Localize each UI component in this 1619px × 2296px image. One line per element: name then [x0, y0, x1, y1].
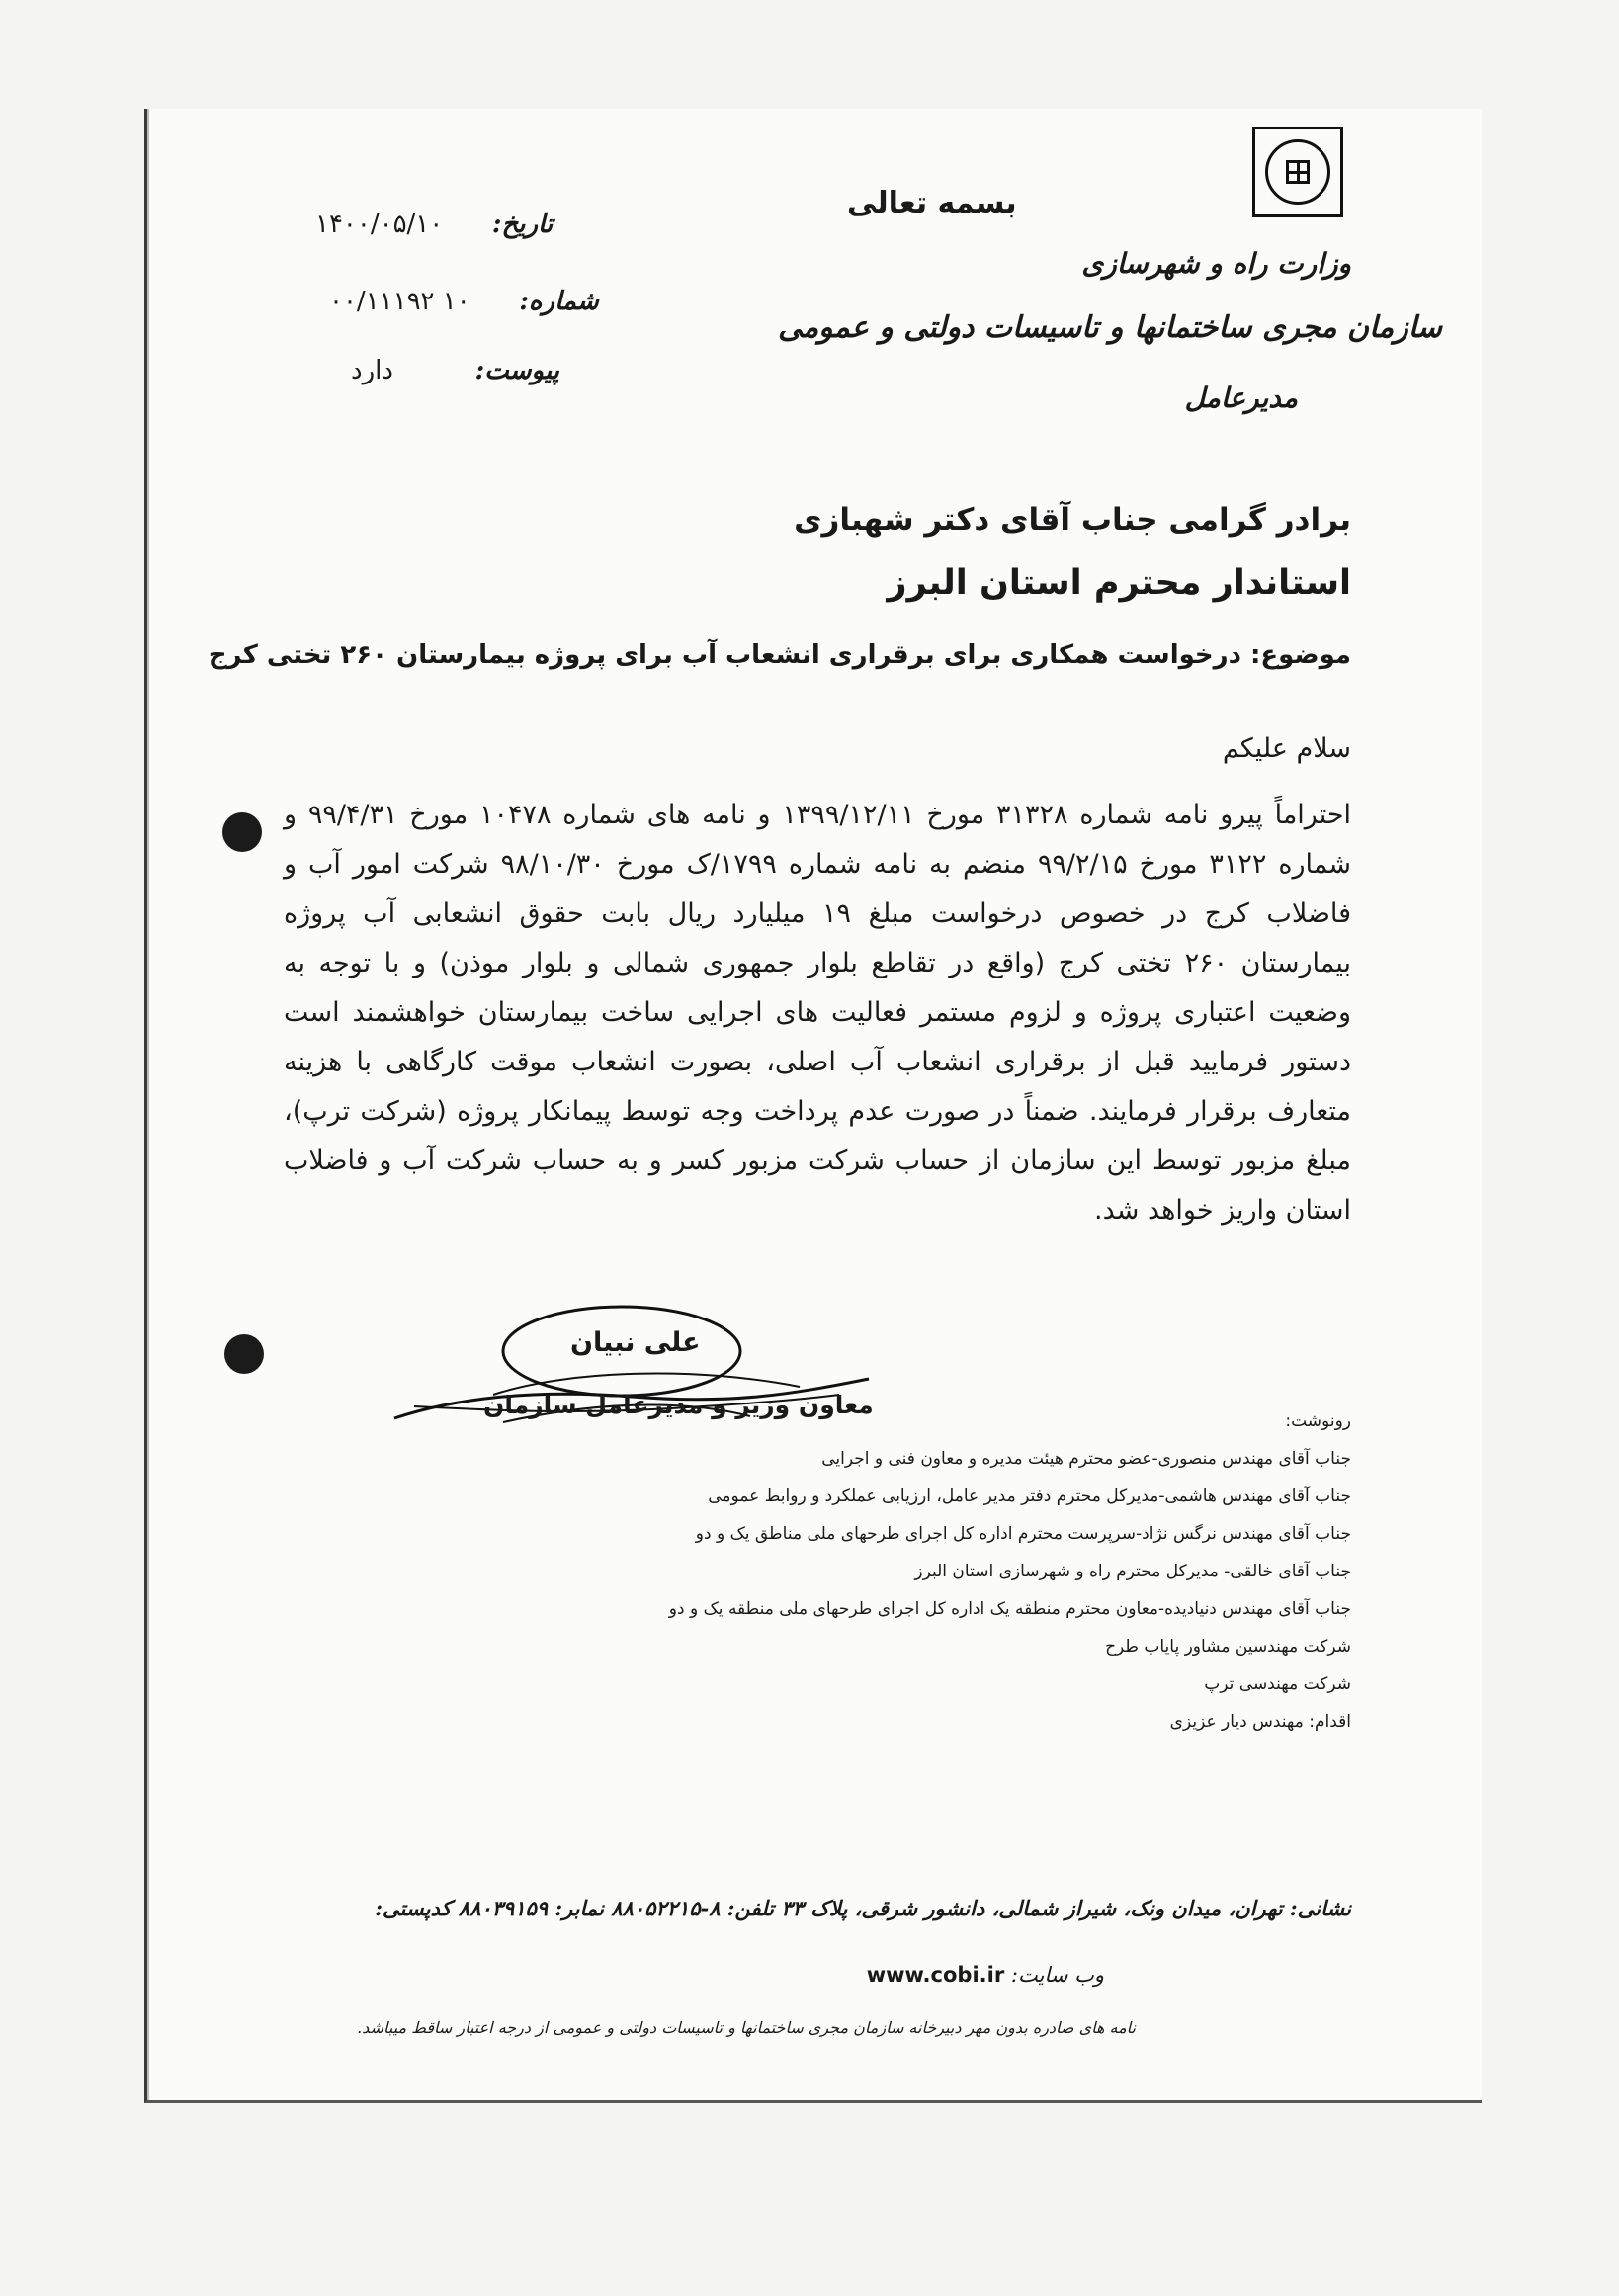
ministry-name: وزارت راه و شهرسازی: [1081, 247, 1351, 280]
addressee-line-2: استاندار محترم استان البرز: [887, 563, 1351, 603]
number-value: ۱۰ ۰۰/۱۱۱۹۲: [329, 287, 470, 316]
addressee-line-1: برادر گرامی جناب آقای دکتر شهبازی: [794, 502, 1351, 538]
attachment-value: دارد: [351, 356, 393, 385]
organization-name: سازمان مجری ساختمانها و تاسیسات دولتی و عمومی: [778, 310, 1442, 345]
signature-block: [375, 1300, 889, 1428]
attachment-row: [351, 356, 559, 385]
greeting: سلام علیکم: [1222, 733, 1351, 764]
bismillah-heading: بسمه تعالی: [847, 186, 1017, 220]
number-label: شماره:: [519, 287, 599, 316]
signer-title: معاون وزیر و مدیرعامل سازمان: [483, 1391, 874, 1419]
cc-item: جناب آقای مهندس نرگس نژاد-سرپرست محترم اداره کل اجرای طرحهای ملی مناطق یک و دو: [695, 1524, 1351, 1544]
number-row: [329, 287, 599, 316]
letter-page: [144, 109, 1482, 2103]
cc-item: جناب آقای مهندس منصوری-عضو محترم هیئت مدیره و معاون فنی و اجرایی: [821, 1449, 1351, 1469]
footer-disclaimer: نامه های صادره بدون مهر دبیرخانه سازمان مجری ساختمانها و تاسیسات دولتی و عمومی از درجه اعتبار ساقط میباشد.: [357, 2018, 1136, 2037]
punch-hole-top: [222, 812, 262, 852]
organization-logo-icon: [1252, 127, 1343, 217]
cc-item: شرکت مهندسی ترپ: [1204, 1674, 1351, 1694]
attachment-label: پیوست:: [474, 356, 560, 385]
cc-item: جناب آقای مهندس دنیادیده-معاون محترم منطقه یک اداره کل اجرای طرحهای ملی منطقه یک و دو: [668, 1599, 1351, 1619]
cc-item: اقدام: مهندس دیار عزیزی: [1169, 1712, 1351, 1732]
letter-body: احتراماً پیرو نامه شماره ۳۱۳۲۸ مورخ ۱۳۹۹/۱۲/۱۱ و نامه های شماره ۱۰۴۷۸ مورخ ۹۹/۴/۳۱ و شماره ۳۱۲۲ مورخ ۹۹/۲/۱۵ منضم به نامه شماره ۱۷۹۹/ک مورخ ۹۸/۱۰/۳۰ شرکت امور آب و فاضلاب کرج در خصوص درخواست مبلغ ۱۹ میلیارد ریال بابت حقوق انشعابی آب پروژه بیمارستان ۲۶۰ تختی کرج (واقع در تقاطع بلوار جمهوری شمالی و بلوار موذن) و با توجه به وضعیت اعتباری پروژه و لزوم مستمر فعالیت های اجرایی ساخت بیمارستان خواهشمند است دستور فرمایید قبل از برقراری انشعاب آب اصلی، بصورت انشعاب موقت کارگاهی با هزینه متعارف برقرار فرمایند. ضمناً در صورت عدم پرداخت وجه توسط پیمانکار پروژه (شرکت ترپ)، مبلغ مزبور توسط این سازمان از حساب شرکت مزبور کسر و به حساب شرکت آب و فاضلاب استان واریز خواهد شد.: [284, 800, 1352, 1226]
date-value: ۱۴۰۰/۰۵/۱۰: [315, 210, 444, 239]
signer-name: علی نبیان: [570, 1327, 701, 1358]
cc-item: جناب آقای مهندس هاشمی-مدیرکل محترم دفتر مدیر عامل، ارزیابی عملکرد و روابط عمومی: [708, 1487, 1351, 1506]
footer-address: نشانی: تهران، میدان ونک، شیراز شمالی، دانشور شرقی، پلاک ۳۳ تلفن: ۸-۸۸۰۵۲۲۱۵ نمابر: ۸۸۰۳۹۱۵۹ کدپستی:: [375, 1896, 1351, 1920]
office-name: مدیرعامل: [1184, 382, 1298, 414]
date-label: تاریخ:: [491, 210, 554, 239]
footer-website-link[interactable]: www.cobi.ir: [866, 1963, 1005, 1987]
cc-item: جناب آقای خالقی- مدیرکل محترم راه و شهرسازی استان البرز: [914, 1562, 1351, 1581]
footer-website-row: [867, 1963, 1104, 1987]
cc-item: شرکت مهندسین مشاور پایاب طرح: [1105, 1637, 1351, 1657]
subject-line: موضوع: درخواست همکاری برای برقراری انشعاب آب برای پروژه بیمارستان ۲۶۰ تختی کرج: [208, 640, 1351, 670]
cc-heading: رونوشت:: [1285, 1411, 1351, 1431]
date-row: [315, 210, 553, 239]
punch-hole-bottom: [224, 1334, 264, 1374]
footer-website-label: وب سایت:: [1010, 1963, 1104, 1987]
